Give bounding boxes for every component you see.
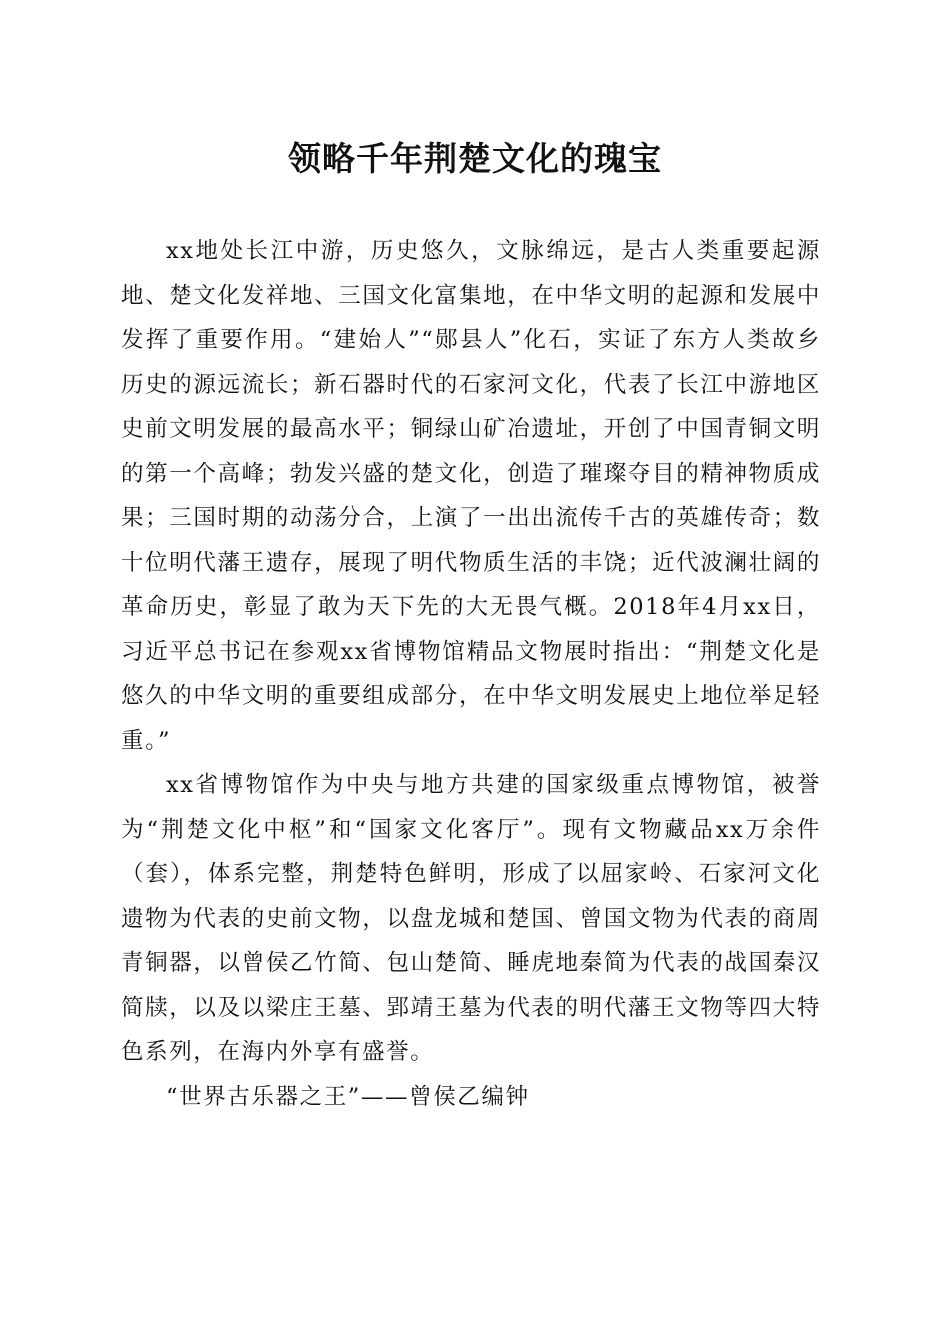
section-heading-bianzhong: “世界古乐器之王”——曾侯乙编钟 — [166, 1083, 530, 1110]
document-title: 领略千年荆楚文化的瑰宝 — [288, 139, 662, 178]
paragraph-museum: xx省博物馆作为中央与地方共建的国家级重点博物馆，被誉为“荆楚文化中枢”和“国家文化客厅”。现有文物藏品xx万余件（套），体系完整，荆楚特色鲜明，形成了以屈家岭、石家河文化遗物为代表的史前文物，以盘龙城和楚国、曾国文物为代表的商周青铜器，以曾侯乙竹简、包山楚简、睡虎地秦简为代表的战国秦汉简牍，以及以梁庄王墓、郢靖王墓为代表的明代藩王文物等四大特色系列，在海内外享有盛誉。 — [121, 772, 821, 1065]
paragraph-intro: xx地处长江中游，历史悠久，文脉绵远，是古人类重要起源地、楚文化发祥地、三国文化富集地，在中华文明的起源和发展中发挥了重要作用。“建始人”“郧县人”化石，实证了东方人类故乡历史的源远流长；新石器时代的石家河文化，代表了长江中游地区史前文明发展的最高水平；铜绿山矿冶遗址，开创了中国青铜文明的第一个高峰；勃发兴盛的楚文化，创造了璀璨夺目的精神物质成果；三国时期的动荡分合，上演了一出出流传千古的英雄传奇；数十位明代藩王遗存，展现了明代物质生活的丰饶；近代波澜壮阔的革命历史，彰显了敢为天下先的大无畏气概。2018年4月xx日，习近平总书记在参观xx省博物馆精品文物展时指出：“荆楚文化是悠久的中华文明的重要组成部分，在中华文明发展史上地位举足轻重。” — [121, 238, 821, 754]
document-body — [121, 229, 821, 1119]
